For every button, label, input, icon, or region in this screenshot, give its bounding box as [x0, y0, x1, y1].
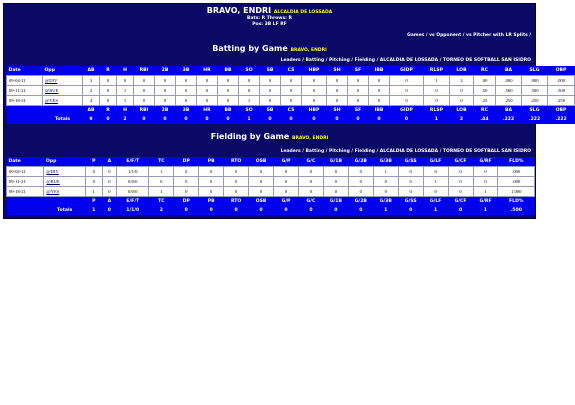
- batting-cell: .000: [522, 76, 548, 86]
- batting-player-name: BRAVO, ENDRI: [290, 48, 327, 53]
- fielding-cell: 0: [373, 187, 398, 197]
- fielding-cell: .000: [498, 167, 535, 177]
- fielding-cell: 0: [323, 187, 348, 197]
- batting-cell: 0: [348, 86, 369, 96]
- batting-col-header[interactable]: SB: [260, 66, 281, 76]
- fielding-total-cell: 0: [249, 206, 274, 215]
- fielding-cell: 0: [298, 177, 323, 187]
- fielding-total-cell: [7, 206, 44, 215]
- fielding-col-header[interactable]: G/SS: [398, 157, 423, 167]
- batting-cell: 0: [302, 76, 327, 86]
- batting-cell: 0: [100, 96, 117, 106]
- batting-cell: 0: [281, 86, 302, 96]
- batting-col-header[interactable]: 3B: [176, 66, 197, 76]
- batting-cell: 2: [83, 86, 100, 96]
- batting-cell: 0: [218, 76, 239, 86]
- opponent-link[interactable]: @RUE: [45, 88, 59, 93]
- fielding-cell: 1: [85, 187, 102, 197]
- fielding-cell: 0: [149, 177, 174, 187]
- fielding-total-cell: 0: [323, 206, 348, 215]
- batting-cell: .25: [474, 96, 496, 106]
- fielding-cell: 0: [423, 187, 448, 197]
- fielding-cell: 0: [174, 177, 199, 187]
- batting-cell: 0: [348, 96, 369, 106]
- batting-col-header[interactable]: 2B: [155, 66, 176, 76]
- fielding-total-cell: 0: [298, 206, 323, 215]
- fielding-col-header[interactable]: Date: [7, 157, 44, 167]
- fielding-cell: 0: [373, 177, 398, 187]
- fielding-cell: 0: [102, 177, 117, 187]
- fielding-footer-col-header: TC: [149, 197, 174, 207]
- batting-cell: 0: [302, 86, 327, 96]
- batting-opponent-cell: [43, 86, 83, 96]
- fielding-cell: 09-18-21: [7, 187, 44, 197]
- fielding-table: [6, 157, 535, 215]
- batting-footer-col-header: SF: [348, 106, 369, 116]
- batting-cell: .500: [522, 86, 548, 96]
- fielding-cell: 0: [249, 187, 274, 197]
- fielding-cell: 0: [473, 177, 498, 187]
- batting-total-cell: 9: [83, 115, 100, 124]
- fielding-col-header[interactable]: TC: [149, 157, 174, 167]
- batting-col-header[interactable]: OBP: [548, 66, 575, 76]
- fielding-cell: 0: [199, 167, 224, 177]
- fielding-cell: 0: [249, 167, 274, 177]
- batting-cell: 0: [197, 76, 218, 86]
- fielding-total-cell: 1: [473, 206, 498, 215]
- batting-footer-col-header: SH: [327, 106, 348, 116]
- batting-cell: .50: [474, 86, 496, 96]
- fielding-total-cell: 0: [224, 206, 249, 215]
- batting-cell: 0: [134, 96, 155, 106]
- batting-col-header[interactable]: HBP: [302, 66, 327, 76]
- batting-col-header[interactable]: BA: [496, 66, 522, 76]
- batting-total-cell: [7, 115, 43, 124]
- batting-cell: 0: [302, 96, 327, 106]
- batting-cell: 0: [176, 76, 197, 86]
- batting-cell: 0: [218, 96, 239, 106]
- batting-game-row: [7, 86, 575, 96]
- batting-col-header[interactable]: R: [100, 66, 117, 76]
- fielding-total-cell: .500: [498, 206, 535, 215]
- fielding-footer-col-header: G/P: [274, 197, 299, 207]
- batting-header-row: [7, 66, 575, 76]
- batting-cell: .250: [496, 96, 522, 106]
- batting-total-cell: 0: [302, 115, 327, 124]
- fielding-cell: 1.000: [498, 187, 535, 197]
- fielding-col-header[interactable]: G/2B: [348, 157, 373, 167]
- fielding-nav-links[interactable]: Leaders / Batting / Pitching / Fielding / ALCALDIA DE LOSSADA / TORNEO DE SOFTBALL SAN ISIDRO: [280, 149, 531, 154]
- fielding-footer-col-header: [7, 197, 44, 207]
- fielding-cell: 0: [473, 167, 498, 177]
- batting-footer-col-header: HBP: [302, 106, 327, 116]
- fielding-total-cell: 0: [448, 206, 473, 215]
- batting-footer-col-header: LOB: [450, 106, 474, 116]
- batting-total-cell: 0: [390, 115, 424, 124]
- opponent-link[interactable]: @DIV: [45, 78, 58, 83]
- batting-footer-col-header: H: [117, 106, 134, 116]
- fielding-total-cell: 1: [373, 206, 398, 215]
- fielding-footer-col-header: P: [85, 197, 102, 207]
- fielding-total-cell: 2: [149, 206, 174, 215]
- fielding-cell: 0: [298, 167, 323, 177]
- fielding-col-header[interactable]: E/F/T: [117, 157, 149, 167]
- fielding-total-cell: 0: [174, 206, 199, 215]
- batting-total-cell: 0: [176, 115, 197, 124]
- fielding-cell: 0: [224, 167, 249, 177]
- batting-total-cell: 2: [450, 115, 474, 124]
- fielding-cell: 0: [448, 177, 473, 187]
- opponent-link[interactable]: @RUE: [46, 179, 60, 184]
- batting-cell: 0: [155, 76, 176, 86]
- fielding-col-header[interactable]: G/CF: [448, 157, 473, 167]
- fielding-cell: 09-04-21: [7, 167, 44, 177]
- batting-footer-col-header: IBB: [369, 106, 390, 116]
- batting-total-cell: .222: [522, 115, 548, 124]
- fielding-footer-col-header: G/3B: [373, 197, 398, 207]
- batting-cell: 0: [369, 86, 390, 96]
- batting-col-header[interactable]: CS: [281, 66, 302, 76]
- fielding-footer-col-header: FLD%: [498, 197, 535, 207]
- fielding-cell: 0: [323, 167, 348, 177]
- fielding-cell: 1/1/0: [117, 167, 149, 177]
- batting-footer-col-header: SB: [260, 106, 281, 116]
- fielding-footer-col-header: G/1B: [323, 197, 348, 207]
- batting-cell: 0: [424, 96, 450, 106]
- fielding-opponent-cell: [44, 177, 86, 187]
- fielding-game-row: [7, 167, 535, 177]
- fielding-cell: 0: [102, 167, 117, 177]
- fielding-cell: 0: [199, 177, 224, 187]
- batting-cell: .250: [522, 96, 548, 106]
- batting-cell: 0: [260, 96, 281, 106]
- batting-col-header[interactable]: RC: [474, 66, 496, 76]
- batting-nav-links[interactable]: Leaders / Batting / Pitching / Fielding / ALCALDIA DE LOSSADA / TORNEO DE SOFTBALL SAN ISIDRO: [280, 58, 531, 63]
- game-split-links[interactable]: Games / vs Opponent / vs Pitcher with LR Splits /: [407, 33, 531, 38]
- batting-total-cell: .44: [474, 115, 496, 124]
- fielding-cell: 0: [174, 167, 199, 177]
- fielding-header-row: [7, 157, 535, 167]
- batting-col-header[interactable]: SO: [239, 66, 260, 76]
- fielding-col-header[interactable]: Opp: [44, 157, 86, 167]
- fielding-cell: 0: [274, 167, 299, 177]
- batting-footer-col-header: AB: [83, 106, 100, 116]
- fielding-cell: 0: [274, 177, 299, 187]
- fielding-cell: 0: [174, 187, 199, 197]
- fielding-col-header[interactable]: G/RF: [473, 157, 498, 167]
- batting-total-cell: 0: [155, 115, 176, 124]
- batting-cell: .500: [496, 86, 522, 96]
- player-header: [4, 6, 535, 15]
- batting-totals-row: [7, 115, 575, 124]
- batting-col-header[interactable]: SH: [327, 66, 348, 76]
- fielding-col-header[interactable]: G/1B: [323, 157, 348, 167]
- batting-col-header[interactable]: LOB: [450, 66, 474, 76]
- fielding-footer-col-header: PB: [199, 197, 224, 207]
- batting-cell: 09-18-21: [7, 96, 43, 106]
- fielding-cell: 1: [149, 187, 174, 197]
- batting-total-cell: 0: [348, 115, 369, 124]
- fielding-col-header[interactable]: RTO: [224, 157, 249, 167]
- fielding-cell: 0: [298, 187, 323, 197]
- fielding-cell: 0: [348, 187, 373, 197]
- fielding-col-header[interactable]: A: [102, 157, 117, 167]
- fielding-cell: 0: [448, 187, 473, 197]
- fielding-total-cell: 0: [348, 206, 373, 215]
- fielding-total-cell: 0: [199, 206, 224, 215]
- fielding-footer-col-header: G/C: [298, 197, 323, 207]
- fielding-cell: 1: [423, 177, 448, 187]
- batting-col-header[interactable]: H: [117, 66, 134, 76]
- batting-col-header[interactable]: Opp: [43, 66, 83, 76]
- batting-cell: 2: [450, 76, 474, 86]
- batting-section-title: [4, 44, 535, 53]
- fielding-cell: 0: [348, 167, 373, 177]
- stats-panel: [3, 3, 567, 219]
- batting-cell: 1: [117, 96, 134, 106]
- fielding-cell: 0: [448, 167, 473, 177]
- batting-col-header[interactable]: RBI: [134, 66, 155, 76]
- fielding-footer-col-header: G/CF: [448, 197, 473, 207]
- fielding-total-cell: 1: [423, 206, 448, 215]
- batting-cell: .500: [548, 86, 575, 96]
- fielding-cell: 0: [224, 177, 249, 187]
- fielding-cell: 0: [398, 167, 423, 177]
- opponent-link[interactable]: @DIV: [46, 169, 59, 174]
- batting-cell: 1: [117, 86, 134, 96]
- batting-total-cell: .222: [548, 115, 575, 124]
- batting-opponent-cell: [43, 96, 83, 106]
- batting-total-cell: 2: [117, 115, 134, 124]
- fielding-col-header[interactable]: G/C: [298, 157, 323, 167]
- fielding-footer-header-row: [7, 197, 535, 207]
- fielding-total-cell: 0: [102, 206, 117, 215]
- batting-total-cell: 0: [369, 115, 390, 124]
- fielding-game-row: [7, 177, 535, 187]
- batting-cell: 0: [281, 96, 302, 106]
- fielding-total-cell: 0: [398, 206, 423, 215]
- fielding-col-header[interactable]: P: [85, 157, 102, 167]
- batting-col-header[interactable]: AB: [83, 66, 100, 76]
- fielding-cell: 0: [85, 167, 102, 177]
- fielding-cell: 0: [398, 187, 423, 197]
- batting-cell: 0: [239, 86, 260, 96]
- batting-table: [6, 66, 575, 124]
- batting-total-cell: 0: [197, 115, 218, 124]
- fielding-footer-col-header: RTO: [224, 197, 249, 207]
- fielding-col-header[interactable]: PB: [199, 157, 224, 167]
- batting-cell: 0: [390, 96, 424, 106]
- batting-cell: 0: [197, 86, 218, 96]
- batting-total-cell: 0: [281, 115, 302, 124]
- fielding-total-cell: 0: [274, 206, 299, 215]
- batting-col-header[interactable]: GIDP: [390, 66, 424, 76]
- fielding-opponent-cell: [44, 167, 86, 177]
- batting-cell: 0: [348, 76, 369, 86]
- batting-total-cell: 1: [424, 115, 450, 124]
- batting-footer-col-header: 2B: [155, 106, 176, 116]
- batting-cell: 0: [260, 76, 281, 86]
- batting-cell: 0: [155, 96, 176, 106]
- fielding-col-header[interactable]: G/LF: [423, 157, 448, 167]
- batting-total-cell: 0: [327, 115, 348, 124]
- batting-cell: 0: [100, 76, 117, 86]
- fielding-game-row: [7, 187, 535, 197]
- batting-cell: 0: [450, 86, 474, 96]
- batting-col-header[interactable]: Date: [7, 66, 43, 76]
- batting-col-header[interactable]: HR: [197, 66, 218, 76]
- batting-cell: 0: [424, 86, 450, 96]
- batting-cell: 0: [155, 86, 176, 96]
- fielding-col-header[interactable]: OSB: [249, 157, 274, 167]
- fielding-player-name: BRAVO, ENDRI: [292, 136, 329, 141]
- fielding-title: Fielding by Game: [210, 132, 290, 141]
- fielding-footer-col-header: DP: [174, 197, 199, 207]
- batting-cell: 0: [218, 86, 239, 96]
- batting-total-cell: 0: [218, 115, 239, 124]
- batting-total-cell: 0: [100, 115, 117, 124]
- batting-cell: 1: [239, 96, 260, 106]
- batting-cell: .00: [474, 76, 496, 86]
- batting-cell: 0: [327, 76, 348, 86]
- batting-cell: 0: [134, 86, 155, 96]
- batting-cell: 0: [117, 76, 134, 86]
- batting-total-cell: 0: [260, 115, 281, 124]
- batting-cell: 4: [83, 96, 100, 106]
- player-name: BRAVO, ENDRI: [206, 6, 272, 15]
- fielding-cell: 0: [85, 177, 102, 187]
- fielding-footer-col-header: E/F/T: [117, 197, 149, 207]
- fielding-cell: 0/0/0: [117, 187, 149, 197]
- batting-cell: 0: [100, 86, 117, 96]
- player-club: ALCALDIA DE LOSSADA: [273, 10, 333, 15]
- fielding-col-header[interactable]: G/3B: [373, 157, 398, 167]
- batting-cell: 0: [390, 76, 424, 86]
- batting-cell: 09-11-21: [7, 86, 43, 96]
- fielding-opponent-cell: [44, 187, 86, 197]
- batting-footer-col-header: BA: [496, 106, 522, 116]
- batting-cell: 0: [369, 76, 390, 86]
- batting-footer-col-header: HR: [197, 106, 218, 116]
- fielding-total-cell: 1: [85, 206, 102, 215]
- fielding-footer-col-header: G/2B: [348, 197, 373, 207]
- batting-footer-header-row: [7, 106, 575, 116]
- fielding-cell: 1: [373, 167, 398, 177]
- batting-footer-col-header: RBI: [134, 106, 155, 116]
- batting-footer-col-header: OBP: [548, 106, 575, 116]
- fielding-cell: 1: [473, 187, 498, 197]
- fielding-footer-col-header: G/LF: [423, 197, 448, 207]
- fielding-cell: 0: [274, 187, 299, 197]
- fielding-cell: 0: [102, 187, 117, 197]
- batting-total-cell: .222: [496, 115, 522, 124]
- batting-cell: 0: [450, 96, 474, 106]
- batting-game-row: [7, 96, 575, 106]
- batting-total-cell: 1: [239, 115, 260, 124]
- batting-opponent-cell: [43, 76, 83, 86]
- batting-cell: 0: [197, 96, 218, 106]
- batting-cell: .000: [548, 76, 575, 86]
- batting-cell: 0: [239, 76, 260, 86]
- fielding-footer-col-header: G/RF: [473, 197, 498, 207]
- batting-cell: 0: [281, 76, 302, 86]
- batting-cell: 0: [369, 96, 390, 106]
- batting-footer-col-header: CS: [281, 106, 302, 116]
- fielding-cell: 0: [224, 187, 249, 197]
- batting-col-header[interactable]: BB: [218, 66, 239, 76]
- fielding-cell: .000: [498, 177, 535, 187]
- positions: Pos: 3B LF RF: [252, 22, 287, 27]
- fielding-footer-col-header: [44, 197, 86, 207]
- fielding-cell: 0/0/0: [117, 177, 149, 187]
- fielding-cell: 0: [199, 187, 224, 197]
- batting-col-header[interactable]: SF: [348, 66, 369, 76]
- batting-cell: 1: [424, 76, 450, 86]
- fielding-total-cell: 1/1/0: [117, 206, 149, 215]
- batting-footer-col-header: R: [100, 106, 117, 116]
- batting-footer-col-header: RC: [474, 106, 496, 116]
- batting-footer-col-header: SO: [239, 106, 260, 116]
- batting-cell: .250: [548, 96, 575, 106]
- batting-totals-label: Totals: [43, 115, 83, 124]
- batting-footer-col-header: SLG: [522, 106, 548, 116]
- batting-footer-col-header: [7, 106, 43, 116]
- fielding-col-header[interactable]: DP: [174, 157, 199, 167]
- batting-cell: 0: [176, 86, 197, 96]
- fielding-section-title: [4, 132, 535, 141]
- batting-cell: .000: [496, 76, 522, 86]
- batting-cell: 0: [134, 76, 155, 86]
- fielding-col-header[interactable]: G/P: [274, 157, 299, 167]
- batting-cell: 0: [176, 96, 197, 106]
- fielding-footer-col-header: OSB: [249, 197, 274, 207]
- batting-total-cell: 0: [134, 115, 155, 124]
- fielding-cell: 09-11-21: [7, 177, 44, 187]
- batting-cell: 0: [390, 86, 424, 96]
- batting-footer-col-header: [43, 106, 83, 116]
- fielding-cell: 0: [348, 177, 373, 187]
- batting-footer-col-header: RLSP: [424, 106, 450, 116]
- bats-throws: Bats: R Throws: R: [247, 16, 292, 21]
- batting-cell: 3: [83, 76, 100, 86]
- batting-col-header[interactable]: SLG: [522, 66, 548, 76]
- batting-cell: 09-04-21: [7, 76, 43, 86]
- batting-cell: 0: [260, 86, 281, 96]
- batting-col-header[interactable]: IBB: [369, 66, 390, 76]
- opponent-link[interactable]: @YES: [46, 189, 60, 194]
- fielding-totals-row: [7, 206, 535, 215]
- fielding-footer-col-header: A: [102, 197, 117, 207]
- batting-title: Batting by Game: [212, 44, 288, 53]
- opponent-link[interactable]: @YES: [45, 98, 58, 103]
- fielding-cell: 1: [149, 167, 174, 177]
- batting-footer-col-header: GIDP: [390, 106, 424, 116]
- batting-footer-col-header: 3B: [176, 106, 197, 116]
- fielding-cell: 0: [323, 177, 348, 187]
- batting-col-header[interactable]: RLSP: [424, 66, 450, 76]
- batting-cell: 0: [327, 96, 348, 106]
- fielding-cell: 0: [249, 177, 274, 187]
- fielding-col-header[interactable]: FLD%: [498, 157, 535, 167]
- fielding-footer-col-header: G/SS: [398, 197, 423, 207]
- batting-footer-col-header: BB: [218, 106, 239, 116]
- batting-cell: 0: [327, 86, 348, 96]
- fielding-cell: 0: [423, 167, 448, 177]
- fielding-totals-label: Totals: [44, 206, 86, 215]
- fielding-cell: 0: [398, 177, 423, 187]
- batting-game-row: [7, 76, 575, 86]
